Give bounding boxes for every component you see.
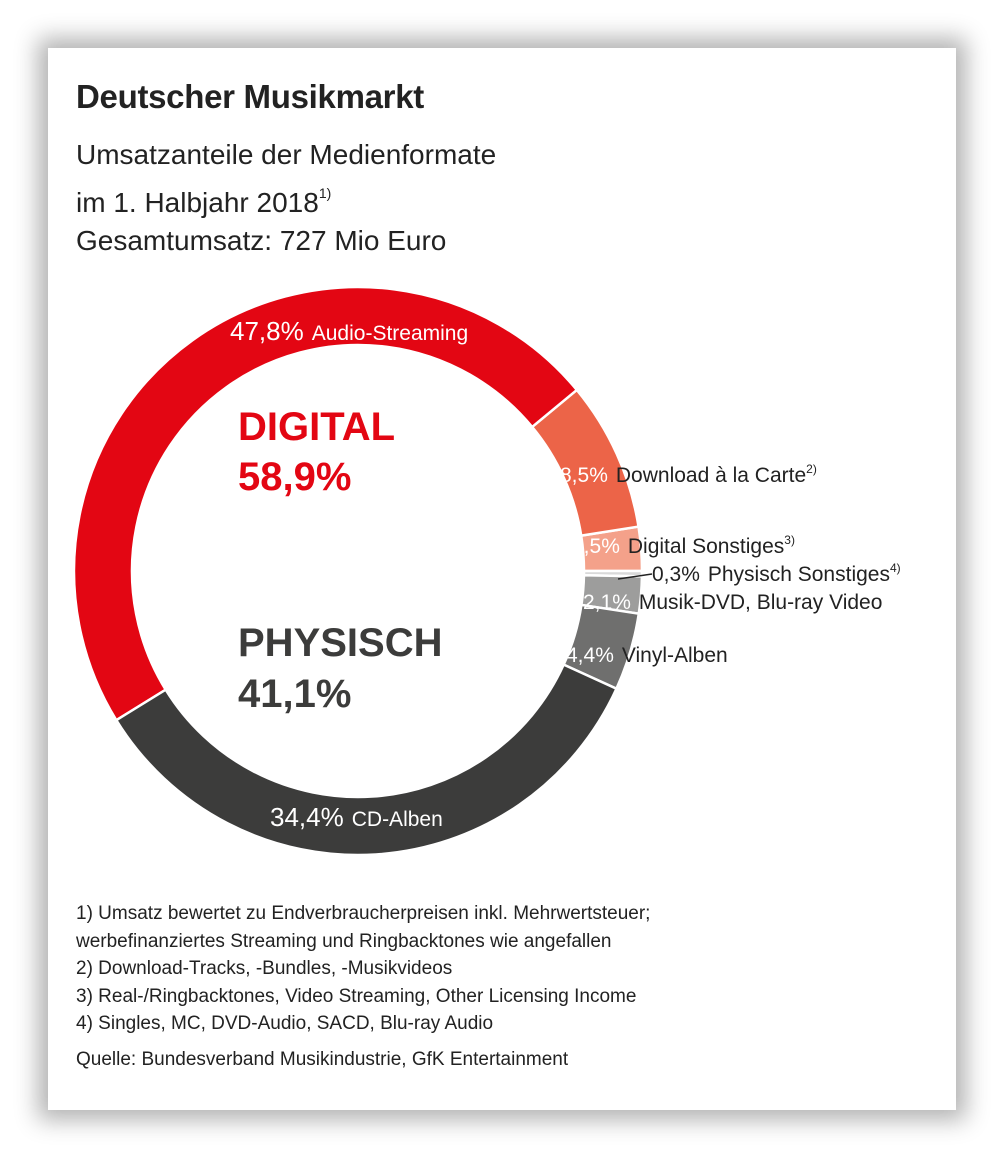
slice-footnote-digital-sonstiges: 3) — [784, 533, 795, 547]
group-value-physisch: 41,1% — [238, 672, 352, 716]
slice-value-musik-dvd-blu-ray-video: 2,1% — [583, 591, 631, 614]
slice-label-download-la-carte — [560, 462, 817, 487]
chart-title: Deutscher Musikmarkt — [76, 78, 424, 115]
slice-category-cd-alben: CD-Alben — [351, 808, 443, 831]
slice-value-audio-streaming: 47,8% — [230, 316, 304, 346]
footnote-line: 4) Singles, MC, DVD-Audio, SACD, Blu-ray Audio — [76, 1013, 494, 1034]
slice-category-musik-dvd-blu-ray-video: Musik-DVD, Blu-ray Video — [638, 591, 883, 614]
footnotes — [76, 900, 650, 1073]
slice-label-physisch-sonstiges — [652, 561, 901, 586]
slice-label-digital-sonstiges — [572, 533, 795, 558]
slice-category-audio-streaming: Audio-Streaming — [311, 322, 469, 345]
slice-label-vinyl-alben — [566, 644, 728, 667]
subtitle-line-3: Gesamtumsatz: 727 Mio Euro — [76, 225, 447, 256]
slice-category-download-la-carte: Download à la Carte — [615, 464, 807, 487]
footnote-line: 3) Real-/Ringbacktones, Video Streaming, Other Licensing Income — [76, 985, 637, 1007]
slice-label-musik-dvd-blu-ray-video — [583, 591, 882, 614]
slice-value-download-la-carte: 8,5% — [560, 464, 608, 487]
subtitle-line-2-text: im 1. Halbjahr 2018 — [76, 187, 319, 218]
footnote-line: 1) Umsatz bewertet zu Endverbraucherpreisen inkl. Mehrwertsteuer; — [76, 903, 651, 924]
slice-footnote-download-la-carte: 2) — [806, 462, 817, 476]
source-note: Quelle: Bundesverband Musikindustrie, GfK Entertainment — [76, 1048, 569, 1070]
group-name-digital: DIGITAL — [238, 405, 396, 449]
slice-category-vinyl-alben: Vinyl-Alben — [621, 644, 728, 667]
slice-value-digital-sonstiges: 2,5% — [572, 535, 620, 558]
slice-value-cd-alben: 34,4% — [270, 802, 344, 832]
footnote-line: werbefinanziertes Streaming und Ringbacktones wie angefallen — [76, 930, 612, 952]
slice-category-digital-sonstiges: Digital Sonstiges — [627, 535, 785, 558]
slice-value-physisch-sonstiges: 0,3% — [652, 563, 700, 586]
footnote-line: 2) Download-Tracks, -Bundles, -Musikvideos — [76, 958, 453, 979]
group-name-physisch: PHYSISCH — [238, 621, 443, 665]
slice-footnote-physisch-sonstiges: 4) — [889, 561, 901, 575]
slice-category-physisch-sonstiges: Physisch Sonstiges — [707, 563, 890, 586]
subtitle-footnote-marker: 1) — [318, 185, 332, 201]
subtitle-line-1: Umsatzanteile der Medienformate — [76, 139, 497, 170]
group-value-digital: 58,9% — [238, 455, 352, 499]
slice-value-vinyl-alben: 4,4% — [566, 644, 614, 667]
